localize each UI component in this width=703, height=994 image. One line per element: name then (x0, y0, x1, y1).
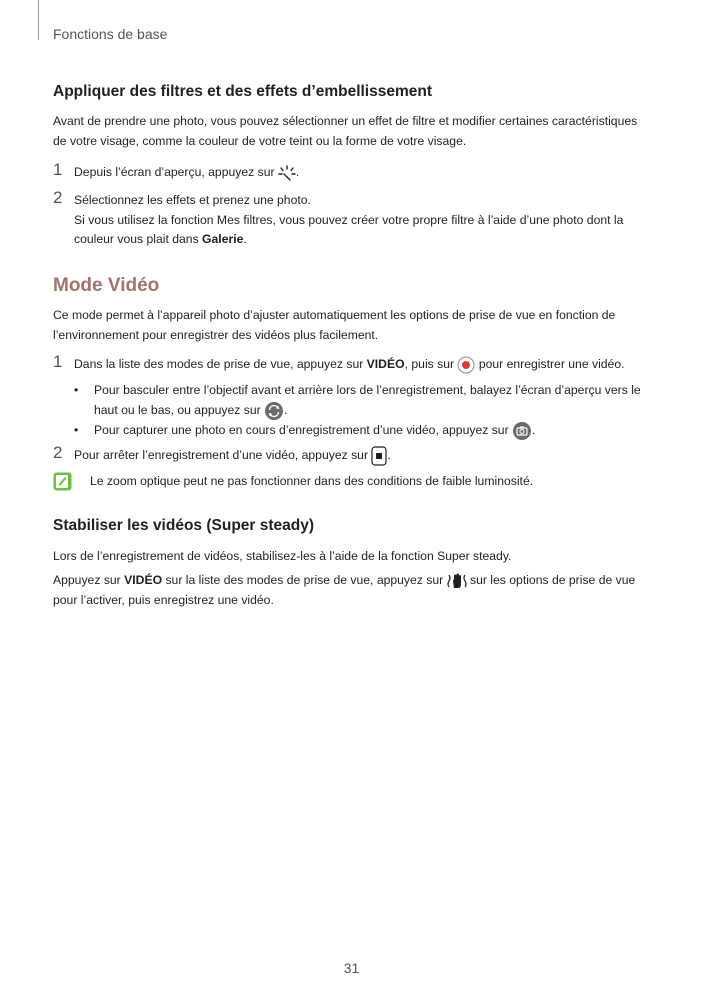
video-mode-intro: Ce mode permet à l’appareil photo d’ajuster automatiquement les options de prise de vue en fonction de l’environnement pour enregistrer des vidéos plus facilement. (53, 308, 616, 342)
video-mode-heading: Mode Vidéo (53, 275, 160, 296)
step-number: 2 (53, 443, 63, 462)
step-line: Sélectionnez les effets et prenez une photo. (74, 193, 311, 207)
video-mode-label: VIDÉO (366, 357, 405, 371)
switch-camera-icon (264, 401, 284, 421)
header-divider (38, 0, 39, 40)
note-icon (53, 472, 72, 491)
capture-photo-icon (512, 421, 532, 441)
page-number: 31 (343, 960, 360, 976)
step-detail: Si vous utilisez la fonction Mes filtres, vous pouvez créer votre propre filtre à l’aide d’une photo dont la couleur vous plait dans Galerie. (74, 212, 624, 246)
stabilize-para-2: Appuyez sur VIDÉO sur la liste des modes de prise de vue, appuyez sur sur les options de prise de vue pour l’activer, puis enregistrez une vidéo. (53, 573, 636, 607)
step-number: 1 (53, 352, 63, 371)
super-steady-icon (447, 572, 467, 590)
step-number: 2 (53, 188, 63, 207)
gallery-label: Galerie (202, 232, 244, 246)
stabilize-para-1: Lors de l’enregistrement de vidéos, stabilisez-les à l’aide de la fonction Super steady. (53, 549, 512, 563)
filters-intro: Avant de prendre une photo, vous pouvez sélectionner un effet de filtre et modifier certaines caractéristiques de votre visage, comme la couleur de votre teint ou la forme de votre visage. (53, 114, 638, 148)
section-header: Fonctions de base (53, 26, 168, 42)
stabilize-heading: Stabiliser les vidéos (Super steady) (53, 517, 315, 534)
filter-effects-icon (278, 165, 296, 181)
stop-button-icon (371, 446, 387, 466)
record-button-icon (457, 356, 475, 374)
video-mode-label: VIDÉO (124, 573, 163, 587)
step-number: 1 (53, 160, 63, 179)
filters-heading: Appliquer des filtres et des effets d’embellissement (53, 83, 433, 100)
